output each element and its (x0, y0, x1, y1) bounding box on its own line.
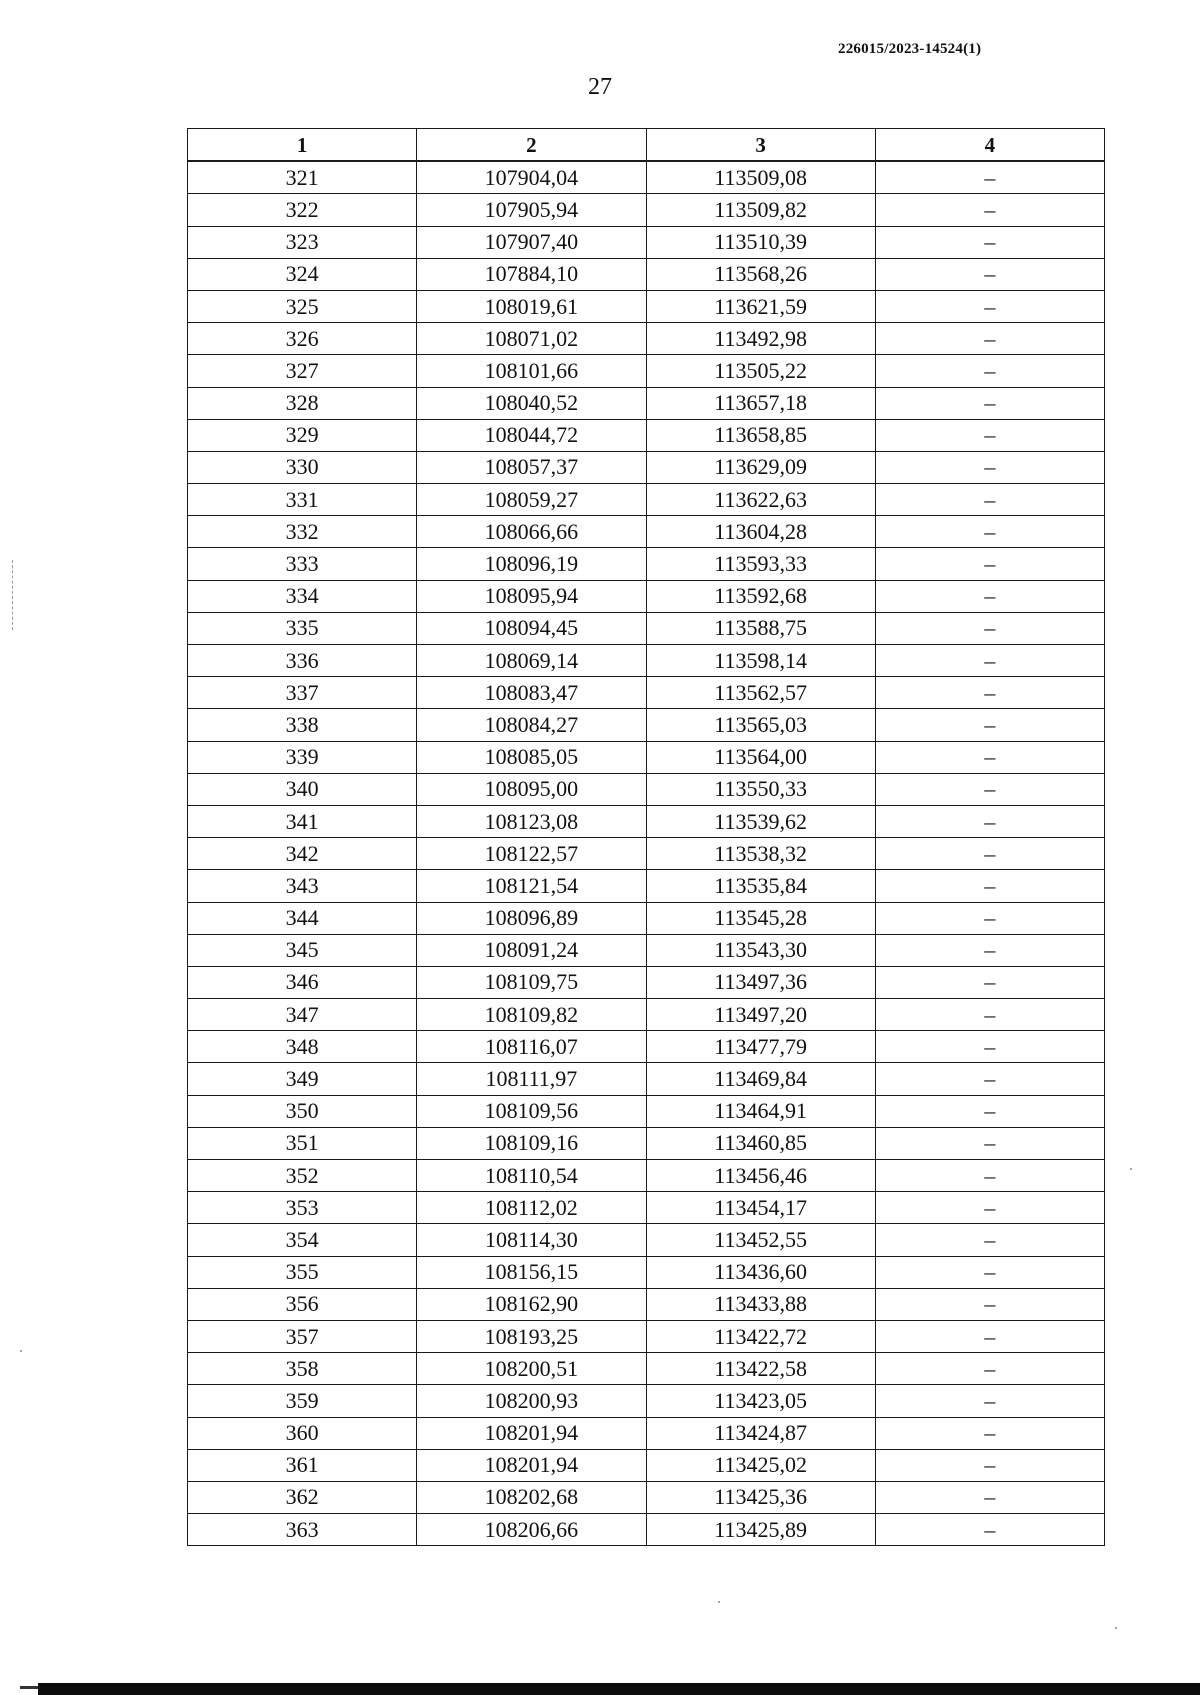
column-header-1: 1 (188, 129, 417, 162)
point-number-cell: 347 (188, 999, 417, 1031)
note-cell: – (875, 1481, 1104, 1513)
scan-speck (20, 1350, 22, 1352)
y-coordinate-cell: 113592,68 (646, 580, 875, 612)
table-row (188, 1417, 1105, 1449)
point-number-cell: 330 (188, 451, 417, 483)
point-number-cell: 339 (188, 741, 417, 773)
x-coordinate-cell: 108095,00 (417, 773, 646, 805)
point-number-cell: 326 (188, 323, 417, 355)
table-row (188, 999, 1105, 1031)
note-cell: – (875, 1127, 1104, 1159)
x-coordinate-cell: 108121,54 (417, 870, 646, 902)
point-number-cell: 333 (188, 548, 417, 580)
table-row (188, 966, 1105, 998)
y-coordinate-cell: 113550,33 (646, 773, 875, 805)
y-coordinate-cell: 113460,85 (646, 1127, 875, 1159)
x-coordinate-cell: 108101,66 (417, 355, 646, 387)
point-number-cell: 363 (188, 1514, 417, 1546)
point-number-cell: 361 (188, 1449, 417, 1481)
x-coordinate-cell: 108094,45 (417, 612, 646, 644)
y-coordinate-cell: 113425,36 (646, 1481, 875, 1513)
point-number-cell: 355 (188, 1256, 417, 1288)
point-number-cell: 343 (188, 870, 417, 902)
scan-speck (1115, 1627, 1117, 1629)
note-cell: – (875, 290, 1104, 322)
point-number-cell: 324 (188, 258, 417, 290)
table-row (188, 419, 1105, 451)
table-row (188, 1160, 1105, 1192)
table-row (188, 484, 1105, 516)
table-row (188, 773, 1105, 805)
x-coordinate-cell: 108096,19 (417, 548, 646, 580)
x-coordinate-cell: 108085,05 (417, 741, 646, 773)
y-coordinate-cell: 113509,82 (646, 194, 875, 226)
table-row (188, 580, 1105, 612)
y-coordinate-cell: 113545,28 (646, 902, 875, 934)
x-coordinate-cell: 108059,27 (417, 484, 646, 516)
note-cell: – (875, 580, 1104, 612)
note-cell: – (875, 1449, 1104, 1481)
x-coordinate-cell: 108206,66 (417, 1514, 646, 1546)
point-number-cell: 329 (188, 419, 417, 451)
note-cell: – (875, 838, 1104, 870)
table-row (188, 677, 1105, 709)
y-coordinate-cell: 113562,57 (646, 677, 875, 709)
table-row (188, 1031, 1105, 1063)
point-number-cell: 359 (188, 1385, 417, 1417)
y-coordinate-cell: 113598,14 (646, 645, 875, 677)
note-cell: – (875, 258, 1104, 290)
y-coordinate-cell: 113593,33 (646, 548, 875, 580)
table-row (188, 226, 1105, 258)
y-coordinate-cell: 113505,22 (646, 355, 875, 387)
table-row (188, 1514, 1105, 1546)
x-coordinate-cell: 108201,94 (417, 1449, 646, 1481)
point-number-cell: 348 (188, 1031, 417, 1063)
table-row (188, 805, 1105, 837)
table-row (188, 612, 1105, 644)
point-number-cell: 344 (188, 902, 417, 934)
note-cell: – (875, 677, 1104, 709)
y-coordinate-cell: 113604,28 (646, 516, 875, 548)
x-coordinate-cell: 108200,93 (417, 1385, 646, 1417)
note-cell: – (875, 1224, 1104, 1256)
table-row (188, 1385, 1105, 1417)
header-row (188, 129, 1105, 162)
scan-speck (718, 1601, 720, 1603)
x-coordinate-cell: 108109,82 (417, 999, 646, 1031)
point-number-cell: 352 (188, 1160, 417, 1192)
table-row (188, 1224, 1105, 1256)
y-coordinate-cell: 113497,36 (646, 966, 875, 998)
point-number-cell: 354 (188, 1224, 417, 1256)
note-cell: – (875, 999, 1104, 1031)
y-coordinate-cell: 113509,08 (646, 161, 875, 194)
x-coordinate-cell: 108112,02 (417, 1192, 646, 1224)
note-cell: – (875, 1417, 1104, 1449)
point-number-cell: 357 (188, 1320, 417, 1352)
table-row (188, 516, 1105, 548)
point-number-cell: 334 (188, 580, 417, 612)
note-cell: – (875, 870, 1104, 902)
x-coordinate-cell: 108096,89 (417, 902, 646, 934)
x-coordinate-cell: 108200,51 (417, 1353, 646, 1385)
point-number-cell: 321 (188, 161, 417, 194)
page-number: 27 (588, 74, 612, 100)
y-coordinate-cell: 113422,72 (646, 1320, 875, 1352)
x-coordinate-cell: 108109,75 (417, 966, 646, 998)
note-cell: – (875, 773, 1104, 805)
point-number-cell: 360 (188, 1417, 417, 1449)
x-coordinate-cell: 108109,56 (417, 1095, 646, 1127)
x-coordinate-cell: 108111,97 (417, 1063, 646, 1095)
x-coordinate-cell: 108083,47 (417, 677, 646, 709)
note-cell: – (875, 1385, 1104, 1417)
table-row (188, 1256, 1105, 1288)
y-coordinate-cell: 113568,26 (646, 258, 875, 290)
y-coordinate-cell: 113658,85 (646, 419, 875, 451)
y-coordinate-cell: 113456,46 (646, 1160, 875, 1192)
note-cell: – (875, 419, 1104, 451)
table-row (188, 1192, 1105, 1224)
x-coordinate-cell: 108040,52 (417, 387, 646, 419)
x-coordinate-cell: 108193,25 (417, 1320, 646, 1352)
x-coordinate-cell: 108162,90 (417, 1288, 646, 1320)
note-cell: – (875, 1031, 1104, 1063)
y-coordinate-cell: 113452,55 (646, 1224, 875, 1256)
x-coordinate-cell: 107884,10 (417, 258, 646, 290)
y-coordinate-cell: 113535,84 (646, 870, 875, 902)
point-number-cell: 358 (188, 1353, 417, 1385)
point-number-cell: 325 (188, 290, 417, 322)
note-cell: – (875, 1256, 1104, 1288)
table-row (188, 194, 1105, 226)
point-number-cell: 331 (188, 484, 417, 516)
x-coordinate-cell: 108116,07 (417, 1031, 646, 1063)
x-coordinate-cell: 108156,15 (417, 1256, 646, 1288)
table-row (188, 838, 1105, 870)
point-number-cell: 362 (188, 1481, 417, 1513)
y-coordinate-cell: 113454,17 (646, 1192, 875, 1224)
table-row (188, 934, 1105, 966)
note-cell: – (875, 1160, 1104, 1192)
table-row (188, 1353, 1105, 1385)
table-row (188, 290, 1105, 322)
table-row (188, 1095, 1105, 1127)
x-coordinate-cell: 108019,61 (417, 290, 646, 322)
table-row (188, 161, 1105, 194)
y-coordinate-cell: 113543,30 (646, 934, 875, 966)
x-coordinate-cell: 108057,37 (417, 451, 646, 483)
margin-punch-marks (12, 560, 15, 630)
note-cell: – (875, 966, 1104, 998)
point-number-cell: 346 (188, 966, 417, 998)
note-cell: – (875, 1095, 1104, 1127)
point-number-cell: 345 (188, 934, 417, 966)
y-coordinate-cell: 113433,88 (646, 1288, 875, 1320)
note-cell: – (875, 805, 1104, 837)
y-coordinate-cell: 113565,03 (646, 709, 875, 741)
y-coordinate-cell: 113622,63 (646, 484, 875, 516)
table-row (188, 1063, 1105, 1095)
point-number-cell: 342 (188, 838, 417, 870)
x-coordinate-cell: 108066,66 (417, 516, 646, 548)
note-cell: – (875, 226, 1104, 258)
note-cell: – (875, 484, 1104, 516)
table-row (188, 323, 1105, 355)
y-coordinate-cell: 113510,39 (646, 226, 875, 258)
column-header-3: 3 (646, 129, 875, 162)
x-coordinate-cell: 108122,57 (417, 838, 646, 870)
point-number-cell: 349 (188, 1063, 417, 1095)
x-coordinate-cell: 107905,94 (417, 194, 646, 226)
column-header-2: 2 (417, 129, 646, 162)
table-row (188, 355, 1105, 387)
y-coordinate-cell: 113564,00 (646, 741, 875, 773)
y-coordinate-cell: 113422,58 (646, 1353, 875, 1385)
coordinates-table (187, 128, 1105, 1546)
point-number-cell: 323 (188, 226, 417, 258)
note-cell: – (875, 741, 1104, 773)
y-coordinate-cell: 113469,84 (646, 1063, 875, 1095)
point-number-cell: 338 (188, 709, 417, 741)
y-coordinate-cell: 113621,59 (646, 290, 875, 322)
note-cell: – (875, 323, 1104, 355)
point-number-cell: 332 (188, 516, 417, 548)
note-cell: – (875, 451, 1104, 483)
point-number-cell: 336 (188, 645, 417, 677)
document-number: 226015/2023-14524(1) (838, 41, 982, 57)
y-coordinate-cell: 113423,05 (646, 1385, 875, 1417)
note-cell: – (875, 355, 1104, 387)
note-cell: – (875, 709, 1104, 741)
y-coordinate-cell: 113538,32 (646, 838, 875, 870)
table-row (188, 645, 1105, 677)
y-coordinate-cell: 113477,79 (646, 1031, 875, 1063)
note-cell: – (875, 934, 1104, 966)
note-cell: – (875, 1192, 1104, 1224)
y-coordinate-cell: 113464,91 (646, 1095, 875, 1127)
scan-speck (1130, 1168, 1132, 1170)
y-coordinate-cell: 113497,20 (646, 999, 875, 1031)
point-number-cell: 350 (188, 1095, 417, 1127)
x-coordinate-cell: 107907,40 (417, 226, 646, 258)
note-cell: – (875, 516, 1104, 548)
y-coordinate-cell: 113436,60 (646, 1256, 875, 1288)
point-number-cell: 328 (188, 387, 417, 419)
table-row (188, 1449, 1105, 1481)
y-coordinate-cell: 113588,75 (646, 612, 875, 644)
x-coordinate-cell: 108114,30 (417, 1224, 646, 1256)
table-header (188, 129, 1105, 162)
x-coordinate-cell: 108084,27 (417, 709, 646, 741)
table-row (188, 258, 1105, 290)
note-cell: – (875, 612, 1104, 644)
table-row (188, 870, 1105, 902)
table-row (188, 387, 1105, 419)
point-number-cell: 322 (188, 194, 417, 226)
x-coordinate-cell: 108095,94 (417, 580, 646, 612)
table-row (188, 1320, 1105, 1352)
y-coordinate-cell: 113492,98 (646, 323, 875, 355)
y-coordinate-cell: 113425,02 (646, 1449, 875, 1481)
column-header-4: 4 (875, 129, 1104, 162)
x-coordinate-cell: 107904,04 (417, 161, 646, 194)
note-cell: – (875, 194, 1104, 226)
note-cell: – (875, 645, 1104, 677)
point-number-cell: 340 (188, 773, 417, 805)
note-cell: – (875, 902, 1104, 934)
table-row (188, 741, 1105, 773)
table-row (188, 1127, 1105, 1159)
table-row (188, 548, 1105, 580)
point-number-cell: 327 (188, 355, 417, 387)
point-number-cell: 337 (188, 677, 417, 709)
point-number-cell: 341 (188, 805, 417, 837)
x-coordinate-cell: 108109,16 (417, 1127, 646, 1159)
table-row (188, 709, 1105, 741)
point-number-cell: 353 (188, 1192, 417, 1224)
x-coordinate-cell: 108044,72 (417, 419, 646, 451)
table-body (188, 161, 1105, 1546)
note-cell: – (875, 1353, 1104, 1385)
y-coordinate-cell: 113657,18 (646, 387, 875, 419)
table-row (188, 1288, 1105, 1320)
x-coordinate-cell: 108069,14 (417, 645, 646, 677)
table-row (188, 1481, 1105, 1513)
y-coordinate-cell: 113539,62 (646, 805, 875, 837)
scan-bottom-border (38, 1683, 1200, 1695)
x-coordinate-cell: 108123,08 (417, 805, 646, 837)
x-coordinate-cell: 108201,94 (417, 1417, 646, 1449)
table-row (188, 902, 1105, 934)
note-cell: – (875, 1063, 1104, 1095)
point-number-cell: 335 (188, 612, 417, 644)
note-cell: – (875, 1320, 1104, 1352)
y-coordinate-cell: 113424,87 (646, 1417, 875, 1449)
y-coordinate-cell: 113425,89 (646, 1514, 875, 1546)
x-coordinate-cell: 108110,54 (417, 1160, 646, 1192)
note-cell: – (875, 1514, 1104, 1546)
point-number-cell: 356 (188, 1288, 417, 1320)
note-cell: – (875, 387, 1104, 419)
note-cell: – (875, 161, 1104, 194)
note-cell: – (875, 548, 1104, 580)
point-number-cell: 351 (188, 1127, 417, 1159)
note-cell: – (875, 1288, 1104, 1320)
x-coordinate-cell: 108202,68 (417, 1481, 646, 1513)
y-coordinate-cell: 113629,09 (646, 451, 875, 483)
x-coordinate-cell: 108071,02 (417, 323, 646, 355)
x-coordinate-cell: 108091,24 (417, 934, 646, 966)
table-row (188, 451, 1105, 483)
